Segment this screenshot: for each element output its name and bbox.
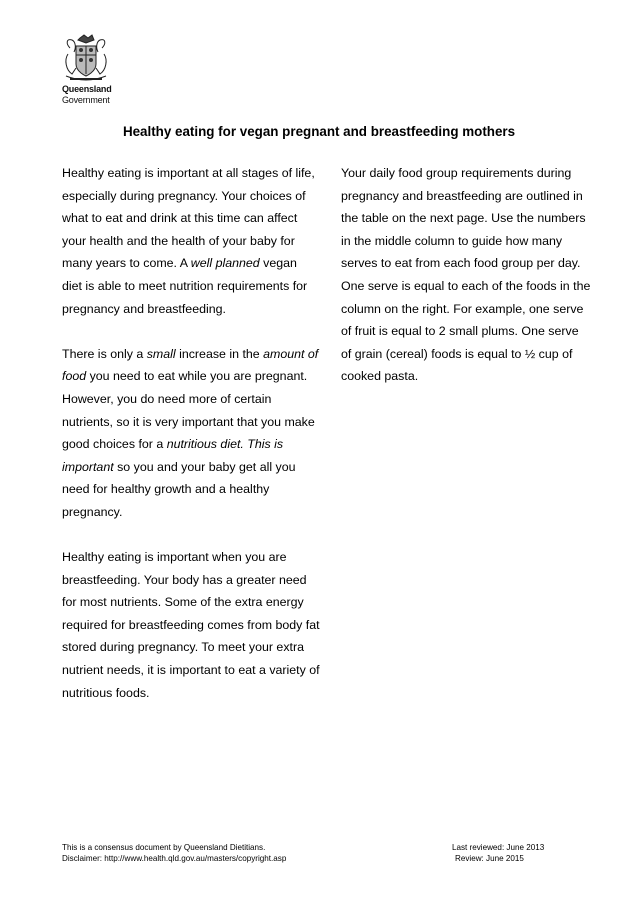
breastfeeding-paragraph: Healthy eating is important when you are breastfeeding. Your body has a greater need for most nutrients. Some of the extra energy required for breastfeeding comes from body fat stored during pregnancy. To meet your extra nutrient needs, it is important to eat a variety of nutritious foods. [62,550,320,700]
intro-text-2: vegan diet is able to meet nutrition requirements for pregnancy and breastfeeding. [62,256,308,316]
pregnancy-text-2: increase in the [175,346,264,361]
review-date: Review: June 2015 [455,853,524,863]
pregnancy-emphasis-2: amount of food [62,346,319,384]
pregnancy-paragraph [62,343,320,524]
footer-left [62,843,286,864]
logo-subtitle: Government [62,95,110,105]
intro-paragraph [62,162,320,320]
logo-name: Queensland [62,84,112,94]
last-reviewed-date: Last reviewed: June 2013 [452,843,545,852]
pregnancy-emphasis-3: nutritious diet. This is important [62,437,284,474]
pregnancy-text-3: you need to eat while you are pregnant. However, you do need more of certain nutrients, so it is very important that you make good choices for a [62,369,315,452]
queensland-coat-of-arms-icon [60,34,112,84]
food-group-paragraph: Your daily food group requirements during pregnancy and breastfeeding are outlined in the table on the next page. Use the numbers in the middle column to guide how many serves to eat from each food group per day. One serve is equal to each of the foods in the column on the right. For example, one serve of fruit is equal to 2 small plums. One serve of grain (cereal) foods is equal to ½ cup of cooked pasta. [341,166,591,384]
pregnancy-text-1: There is only a [62,346,147,361]
intro-text-1: Healthy eating is important at all stages of life, especially during pregnancy. Your choices of what to eat and drink at this time can affect your health and the health of your baby for many years to come. A [62,166,315,271]
pregnancy-emphasis-1: small [146,346,176,361]
intro-emphasis: well planned [190,256,260,271]
right-column [341,162,591,411]
document-title: Healthy eating for vegan pregnant and breastfeeding mothers [122,124,516,139]
footer-right [452,843,544,864]
disclaimer-link[interactable]: Disclaimer: http://www.health.qld.gov.au/masters/copyright.asp [62,853,287,863]
consensus-note: This is a consensus document by Queensland Dietitians. [62,843,266,852]
pregnancy-text-4: so you and your baby get all you need for healthy growth and a healthy pregnancy. [62,459,296,519]
queensland-government-logo [58,34,128,110]
left-column [62,162,320,727]
